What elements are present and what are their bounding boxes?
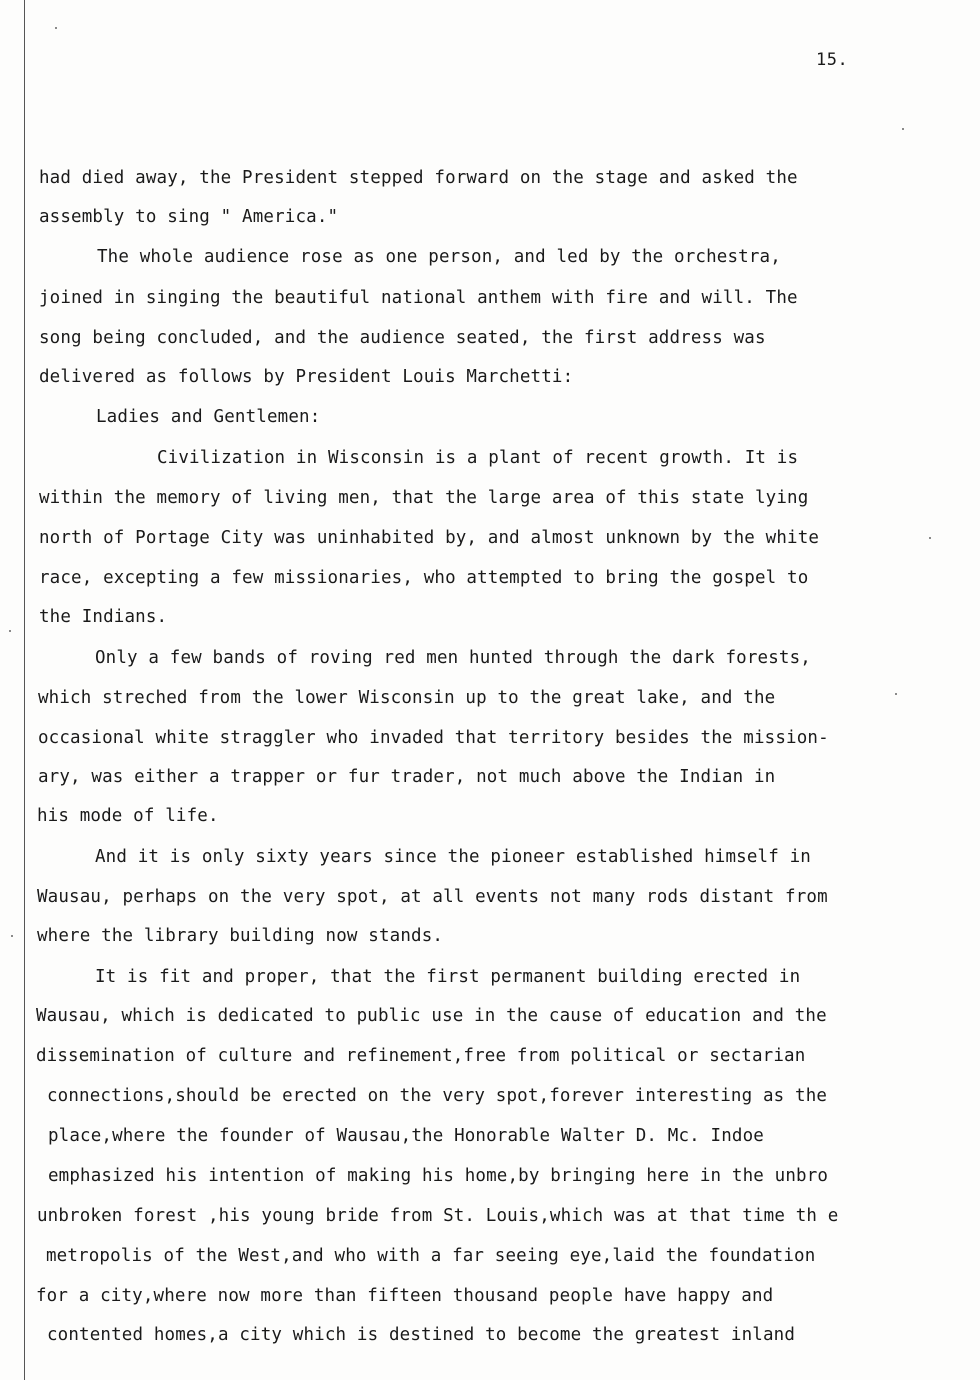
text-line: contented homes,a city which is destined to become the greatest inland bbox=[47, 1325, 796, 1345]
paper-speck bbox=[902, 128, 904, 130]
text-line: It is fit and proper, that the first permanent building erected in bbox=[95, 967, 801, 987]
paper-speck bbox=[55, 27, 57, 29]
text-line: Civilization in Wisconsin is a plant of recent growth. It is bbox=[157, 448, 799, 468]
text-line: joined in singing the beautiful national anthem with fire and will. The bbox=[39, 288, 798, 308]
text-line: place,where the founder of Wausau,the Honorable Walter D. Mc. Indoe bbox=[48, 1126, 764, 1146]
paper-speck bbox=[929, 537, 931, 539]
paper-speck bbox=[895, 693, 897, 695]
text-line: Wausau, which is dedicated to public use in the cause of education and the bbox=[36, 1006, 827, 1026]
text-line: north of Portage City was uninhabited by, and almost unknown by the white bbox=[39, 528, 820, 548]
text-line: for a city,where now more than fifteen thousand people have happy and bbox=[36, 1286, 774, 1306]
text-line: Wausau, perhaps on the very spot, at all events not many rods distant from bbox=[37, 887, 828, 907]
text-line: the Indians. bbox=[39, 607, 168, 627]
text-line: ary, was either a trapper or fur trader, not much above the Indian in bbox=[38, 767, 776, 787]
text-line: emphasized his intention of making his home,by bringing here in the unbro bbox=[48, 1166, 829, 1186]
text-line: where the library building now stands. bbox=[37, 926, 444, 946]
text-line: unbroken forest ,his young bride from St. Louis,which was at that time th e bbox=[37, 1206, 839, 1226]
text-line: within the memory of living men, that the large area of this state lying bbox=[39, 488, 809, 508]
text-line: dissemination of culture and refinement,free from political or sectarian bbox=[36, 1046, 806, 1066]
text-line: had died away, the President stepped forward on the stage and asked the bbox=[39, 168, 798, 188]
left-margin-rule bbox=[24, 0, 25, 1380]
page-number: 15. bbox=[816, 50, 849, 70]
text-line: race, excepting a few missionaries, who attempted to bring the gospel to bbox=[39, 568, 809, 588]
text-line: his mode of life. bbox=[37, 806, 219, 826]
paper-speck bbox=[11, 935, 13, 937]
text-line: delivered as follows by President Louis Marchetti: bbox=[39, 367, 574, 387]
text-line: Only a few bands of roving red men hunted through the dark forests, bbox=[95, 648, 811, 668]
paper-speck bbox=[9, 630, 11, 632]
text-line: And it is only sixty years since the pioneer established himself in bbox=[95, 847, 811, 867]
text-line: occasional white straggler who invaded that territory besides the mission- bbox=[38, 728, 829, 748]
text-line: assembly to sing " America." bbox=[39, 207, 339, 227]
text-line: song being concluded, and the audience seated, the first address was bbox=[39, 328, 766, 348]
text-line: Ladies and Gentlemen: bbox=[96, 407, 321, 427]
text-line: which streched from the lower Wisconsin up to the great lake, and the bbox=[38, 688, 776, 708]
text-line: connections,should be erected on the very spot,forever interesting as the bbox=[47, 1086, 828, 1106]
text-line: metropolis of the West,and who with a far seeing eye,laid the foundation bbox=[46, 1246, 816, 1266]
text-line: The whole audience rose as one person, and led by the orchestra, bbox=[97, 247, 781, 267]
